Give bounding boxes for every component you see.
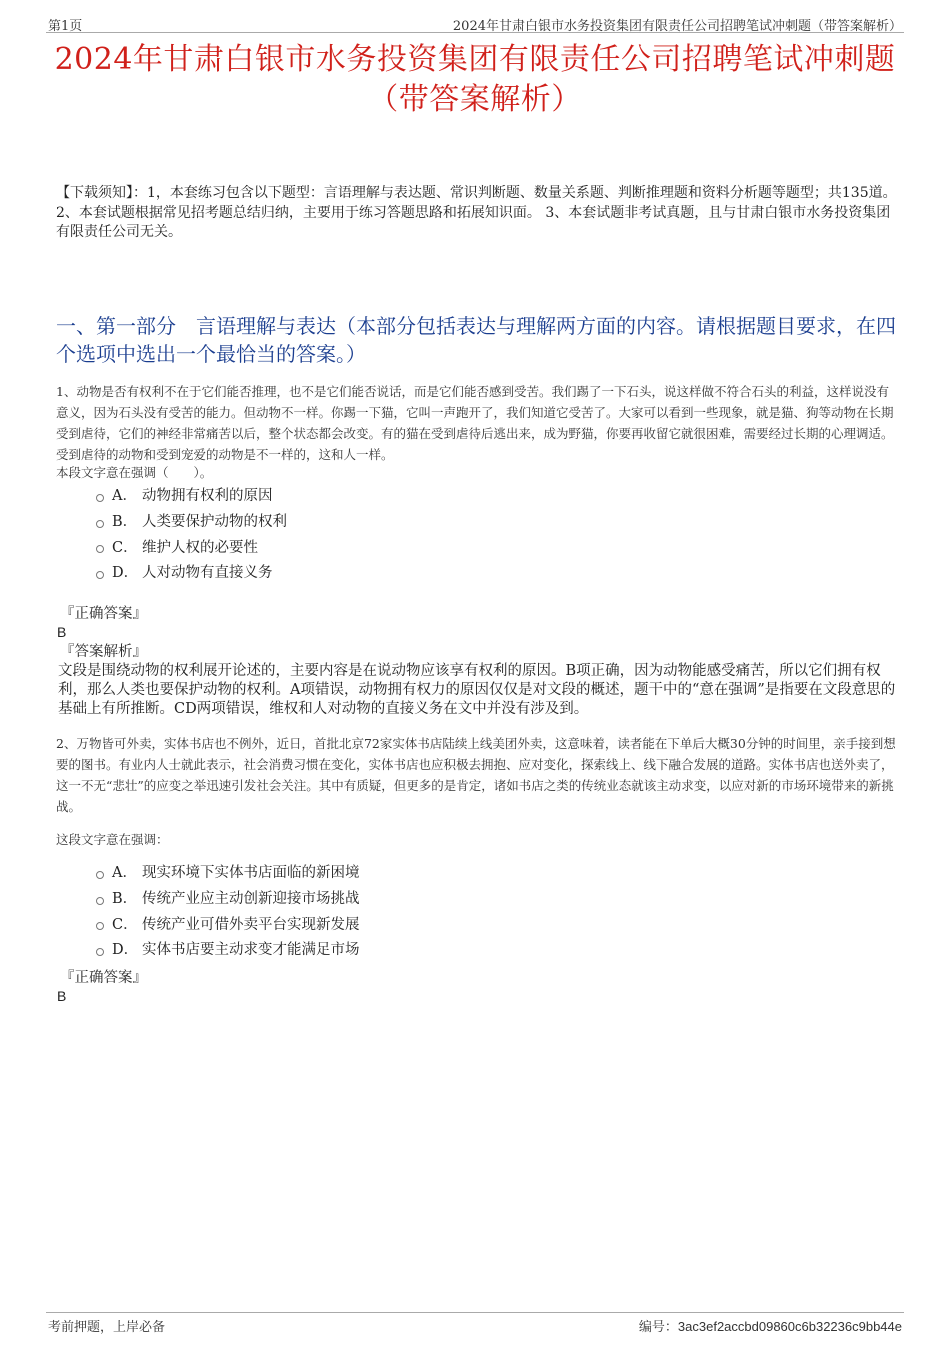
question-1-answer: B: [57, 624, 67, 640]
title-line-2: （带答案解析）: [368, 82, 582, 117]
question-2-option-b[interactable]: B． 传统产业应主动创新迎接市场挑战: [96, 885, 360, 911]
radio-icon[interactable]: [96, 545, 104, 553]
footer-slogan: 考前押题，上岸必备: [48, 1320, 166, 1335]
question-1-option-b[interactable]: B． 人类要保护动物的权利: [96, 508, 287, 534]
radio-icon[interactable]: [96, 494, 104, 502]
page-header: [46, 12, 904, 33]
radio-icon[interactable]: [96, 871, 104, 879]
question-1-option-a[interactable]: A． 动物拥有权利的原因: [96, 482, 287, 508]
question-1-answer-label: 『正确答案』: [60, 606, 147, 622]
question-1-analysis-label: 『答案解析』: [60, 644, 147, 660]
question-2-option-d[interactable]: D． 实体书店要主动求变才能满足市场: [96, 936, 360, 962]
question-2-prompt: 这段文字意在强调：: [56, 832, 169, 847]
footer-code-label: 编号：: [638, 1320, 678, 1335]
question-2-answer: B: [57, 988, 67, 1004]
question-2-answer-label: 『正确答案』: [60, 970, 147, 986]
question-2-option-c[interactable]: C． 传统产业可借外卖平台实现新发展: [96, 910, 360, 936]
question-2-options: [96, 859, 360, 962]
radio-icon[interactable]: [96, 571, 104, 579]
page-number: 第1页: [48, 19, 83, 34]
header-doc-title: 2024年甘肃白银市水务投资集团有限责任公司招聘笔试冲刺题（带答案解析）: [452, 19, 902, 34]
question-2-option-a[interactable]: A． 现实环境下实体书店面临的新困境: [96, 859, 360, 885]
radio-icon[interactable]: [96, 922, 104, 930]
question-1-prompt: 本段文字意在强调（ ）。: [56, 465, 213, 480]
question-1-analysis: 文段是围绕动物的权利展开论述的，主要内容是在说动物应该享有权利的原因。B项正确，因为动物能感受痛苦，所以它们拥有权利，那么人类也要保护动物的权利。A项错误，动物拥有权力的原因仅仅是对文段的概述，题干中的“意在强调”是指要在文段意思的基础上有所推断。CD两项错误，维权和人对动物的直接义务在文中并没有涉及到。: [58, 663, 896, 717]
question-1-options: [96, 482, 287, 585]
radio-icon[interactable]: [96, 897, 104, 905]
radio-icon[interactable]: [96, 948, 104, 956]
download-notice: 【下载须知】：1，本套练习包含以下题型：言语理解与表达题、常识判断题、数量关系题、判断推理题和资料分析题等题型；共135道。 2、本套试题根据常见招考题总结归纳，主要用于练习答题思路和拓展知识面。 3、本套试题非考试真题，且与甘肃白银市水务投资集团有限责任公司无关。: [56, 185, 897, 240]
question-1-text: 1、动物是否有权利不在于它们能否推理，也不是它们能否说话，而是它们能否感到受苦。我们踢了一下石头，说这样做不符合石头的利益，这样说没有意义，因为石头没有受苦的能力。但动物不一样。你踢一下猫，它叫一声跑开了，我们知道它受苦了。大家可以看到一些现象，就是猫、狗等动物在长期受到虐待，它们的神经非常痛苦以后，整个状态都会改变。有的猫在受到虐待后逃出来，成为野猫，你要再收留它就很困难，需要经过长期的心理调适。受到虐待的动物和受到宠爱的动物是不一样的，这和人一样。: [56, 384, 894, 462]
footer-code: [639, 1316, 902, 1335]
section-title: 一、第一部分 言语理解与表达（本部分包括表达与理解两方面的内容。请根据题目要求，在四个选项中选出一个最恰当的答案。）: [56, 314, 896, 366]
page-footer: [46, 1312, 904, 1335]
question-1-option-d[interactable]: D． 人对动物有直接义务: [96, 559, 287, 585]
footer-code-value: 3ac3ef2accbd09860c6b32236c9bb44e: [677, 1319, 902, 1334]
question-2-text: 2、万物皆可外卖，实体书店也不例外，近日，首批北京72家实体书店陆续上线美团外卖，这意味着，读者能在下单后大概30分钟的时间里，亲手接到想要的图书。有业内人士就此表示，社会消费习惯在变化，实体书店也应积极去拥抱、应对变化，探索线上、线下融合发展的道路。实体书店也送外卖了，这一不无“悲壮”的应变之举迅速引发社会关注。其中有质疑，但更多的是肯定，诸如书店之类的传统业态就该主动求变，以应对新的市场环境带来的新挑战。: [56, 736, 896, 814]
question-1-option-c[interactable]: C． 维护人权的必要性: [96, 533, 287, 559]
document-title: [40, 40, 910, 120]
radio-icon[interactable]: [96, 520, 104, 528]
title-line-1: 2024年甘肃白银市水务投资集团有限责任公司招聘笔试冲刺题: [54, 42, 896, 77]
